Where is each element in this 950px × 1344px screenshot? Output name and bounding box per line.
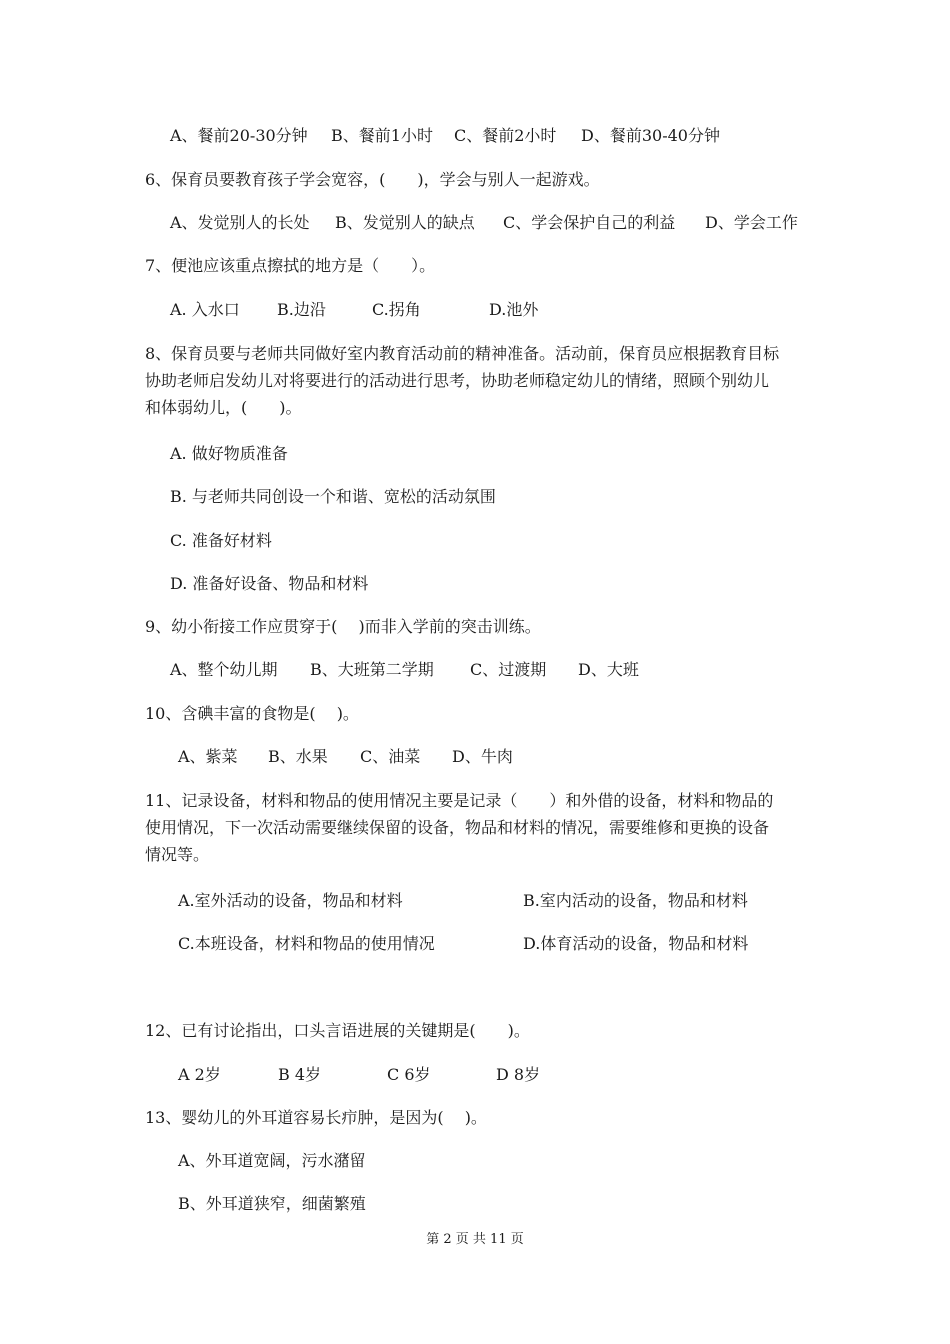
q7-option-a: A. 入水口 bbox=[170, 300, 240, 319]
q6-option-c: C、学会保护自己的利益 bbox=[503, 213, 676, 232]
q9-stem: 9、幼小衔接工作应贯穿于( )而非入学前的突击训练。 bbox=[145, 617, 541, 636]
q10-options bbox=[178, 747, 513, 767]
q9-option-d: D、大班 bbox=[578, 660, 639, 679]
page-footer: 第 2 页 共 11 页 bbox=[426, 1232, 524, 1247]
q9-options bbox=[170, 660, 639, 680]
q13-option-b: B、外耳道狭窄，细菌繁殖 bbox=[178, 1194, 366, 1213]
q6-option-a: A、发觉别人的长处 bbox=[170, 213, 310, 232]
q11-stem-line: 情况等。 bbox=[145, 845, 210, 864]
q12-stem: 12、已有讨论指出，口头言语进展的关键期是( )。 bbox=[145, 1021, 530, 1040]
q6-options bbox=[170, 213, 798, 233]
q8-stem-line: 8、保育员要与老师共同做好室内教育活动前的精神准备。活动前，保育员应根据教育目标 bbox=[145, 344, 780, 363]
q7-option-b: B.边沿 bbox=[277, 300, 326, 319]
q10-option-c: C、油菜 bbox=[360, 747, 421, 766]
q6-stem: 6、保育员要教育孩子学会宽容，( )，学会与别人一起游戏。 bbox=[145, 170, 600, 189]
q10-option-a: A、紫菜 bbox=[178, 747, 238, 766]
q11-option-c: C.本班设备，材料和物品的使用情况 bbox=[178, 934, 435, 953]
q7-options bbox=[170, 300, 538, 320]
q11-options-row-1 bbox=[178, 891, 748, 911]
q7-option-d: D.池外 bbox=[489, 300, 539, 319]
q10-stem: 10、含碘丰富的食物是( )。 bbox=[145, 704, 359, 723]
q11-option-d: D.体育活动的设备，物品和材料 bbox=[523, 934, 749, 953]
q8-stem bbox=[145, 340, 815, 421]
q7-option-c: C.拐角 bbox=[372, 300, 421, 319]
q10-option-b: B、水果 bbox=[268, 747, 328, 766]
q11-option-b: B.室内活动的设备，物品和材料 bbox=[523, 891, 748, 910]
q12-option-b: B 4岁 bbox=[278, 1065, 322, 1084]
q7-stem: 7、便池应该重点擦拭的地方是（ ）。 bbox=[145, 256, 436, 275]
q13-option-a: A、外耳道宽阔，污水潴留 bbox=[178, 1151, 366, 1170]
q8-stem-line: 协助老师启发幼儿对将要进行的活动进行思考，协助老师稳定幼儿的情绪，照顾个别幼儿 bbox=[145, 371, 770, 390]
q12-option-d: D 8岁 bbox=[496, 1065, 541, 1084]
q8-stem-line: 和体弱幼儿，( )。 bbox=[145, 398, 302, 417]
q6-option-b: B、发觉别人的缺点 bbox=[335, 213, 475, 232]
q5-option-d: D、餐前30-40分钟 bbox=[581, 126, 720, 145]
q12-options bbox=[178, 1065, 540, 1085]
q13-stem: 13、婴幼儿的外耳道容易长疖肿，是因为( )。 bbox=[145, 1108, 487, 1127]
q6-option-d: D、学会工作 bbox=[705, 213, 798, 232]
q9-option-b: B、大班第二学期 bbox=[310, 660, 434, 679]
q11-stem-line: 11、记录设备，材料和物品的使用情况主要是记录（ ）和外借的设备，材料和物品的 bbox=[145, 791, 774, 810]
q5-option-b: B、餐前1小时 bbox=[331, 126, 433, 145]
q11-option-a: A.室外活动的设备，物品和材料 bbox=[178, 891, 403, 910]
q5-option-a: A、餐前20-30分钟 bbox=[170, 126, 308, 145]
q9-option-a: A、整个幼儿期 bbox=[170, 660, 278, 679]
q8-option-c: C. 准备好材料 bbox=[170, 531, 272, 550]
q12-option-c: C 6岁 bbox=[387, 1065, 431, 1084]
q8-option-a: A. 做好物质准备 bbox=[170, 444, 288, 463]
q10-option-d: D、牛肉 bbox=[452, 747, 513, 766]
q9-option-c: C、过渡期 bbox=[470, 660, 547, 679]
q5-options bbox=[170, 126, 720, 146]
q8-option-d: D. 准备好设备、物品和材料 bbox=[170, 574, 369, 593]
q11-stem bbox=[145, 787, 815, 868]
q8-option-b: B. 与老师共同创设一个和谐、宽松的活动氛围 bbox=[170, 487, 496, 506]
q12-option-a: A 2岁 bbox=[178, 1065, 221, 1084]
q11-stem-line: 使用情况，下一次活动需要继续保留的设备，物品和材料的情况，需要维修和更换的设备 bbox=[145, 818, 770, 837]
q11-options-row-2 bbox=[178, 934, 748, 954]
q5-option-c: C、餐前2小时 bbox=[454, 126, 557, 145]
